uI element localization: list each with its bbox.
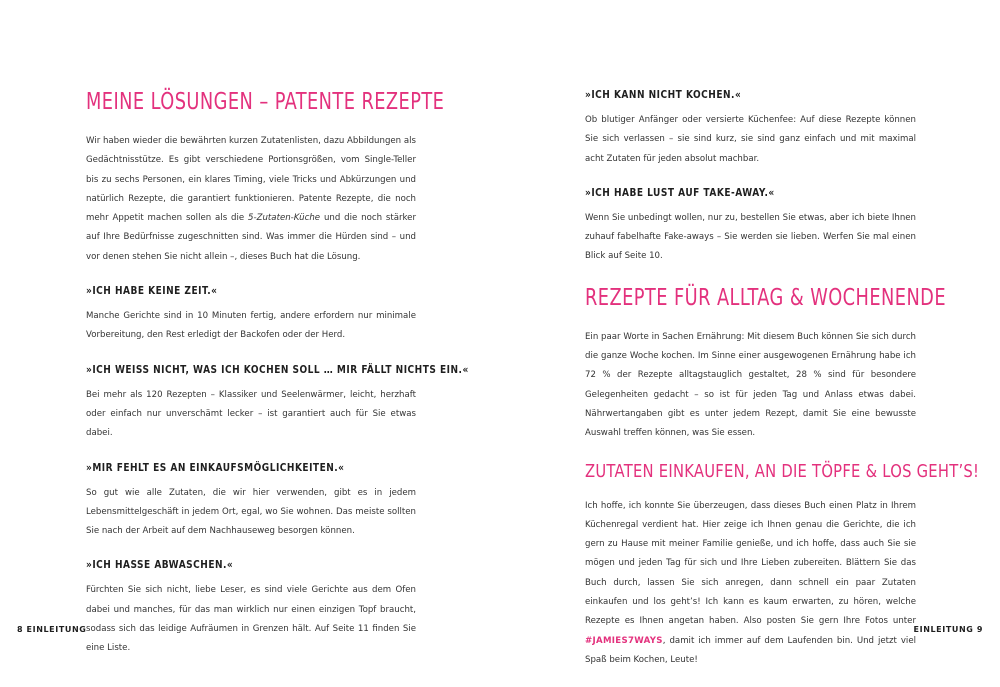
page-heading: MEINE LÖSUNGEN – PATENTE REZEPTE	[86, 89, 445, 115]
intro-italic-title: 5-Zutaten-Küche	[248, 213, 321, 224]
section-title: »ICH HABE KEINE ZEIT.«	[86, 284, 218, 298]
intro-paragraph	[86, 132, 416, 267]
left-page	[0, 0, 500, 654]
left-column	[86, 88, 469, 676]
closing-text-1: Ich hoffe, ich konnte Sie überzeugen, dass dieses Buch einen Platz in Ihrem Küchenregal verdient hat. Hier zeige ich Ihnen genau die Gerichte, die ich gern zu Hause mit meiner Familie genieße, und ich hoffe, dass auch Sie sie mögen und jeden Tag für sich und Ihre Lieben zubereiten. Blättern Sie das Buch durch, lassen Sie sich anregen, dann schnell ein paar Zutaten einkaufen und los geht’s! Ich kann es kaum erwarten, zu hören, welche Rezepte es Ihnen angetan haben. Also posten Sie gern Ihre Fotos unter	[585, 500, 916, 627]
intro-text-1: Wir haben wieder die bewährten kurzen Zutatenlisten, dazu Abbildungen als Gedächtnisstütze. Es gibt verschiedene Portionsgrößen, vom Single-Teller bis zu sechs Personen, ein klares Timing, viele Tricks und Abkürzungen und natürlich Rezepte, die garantiert funktionieren. Patente Rezepte, die noch mehr Appetit machen sollen als die	[86, 136, 416, 224]
section-title: »ICH HASSE ABWASCHEN.«	[86, 558, 234, 572]
closing-text-2: , damit ich immer auf dem Laufenden bin. Und jetzt viel Spaß beim Kochen, Leute!	[585, 635, 916, 665]
section-text: Wenn Sie unbedingt wollen, nur zu, bestellen Sie etwas, aber ich biete Ihnen zuhauf fabelhafte Fake-aways – Sie werden sie lieben. Werfen Sie mal einen Blick auf Seite 10.	[585, 212, 916, 262]
section-text: Bei mehr als 120 Rezepten – Klassiker und Seelenwärmer, leicht, herzhaft oder einfach nur unverschämt lecker – ist garantiert auch für Sie etwas dabei.	[86, 389, 416, 439]
page-footer-right: EINLEITUNG 9	[913, 625, 983, 634]
hashtag: #JAMIES7WAYS	[585, 635, 663, 646]
intro-text-2: und die noch stärker auf Ihre Bedürfnisse zugeschnitten sind. Was immer die Hürden sind – und vor denen stehen Sie nicht allein –, dieses Buch hat die Lösung.	[86, 213, 417, 262]
section-title: »ICH KANN NICHT KOCHEN.«	[585, 88, 742, 101]
section-title: »MIR FEHLT ES AN EINKAUFSMÖGLICHKEITEN.«	[86, 460, 345, 474]
section-text: Ein paar Worte in Sachen Ernährung: Mit diesem Buch können Sie sich durch die ganze Woche kochen. Im Sinne einer ausgewogenen Ernährung habe ich 72 % der Rezepte alltagstauglich gestaltet, 28 % sind für besondere Gelegenheiten gedacht – so ist für jeden Tag und Anlass etwas dabei. Nährwertangaben gibt es unter jedem Rezept, damit Sie eine bewusste Auswahl treffen können, was Sie essen.	[585, 331, 916, 439]
section-text: Fürchten Sie sich nicht, liebe Leser, es sind viele Gerichte aus dem Ofen dabei und manches, für das man wirklich nur einen einzigen Topf braucht, sodass sich das leidige Aufräumen in Grenzen hält. Auf Seite 11 finden Sie eine Liste.	[86, 585, 416, 654]
section-title: »ICH HABE LUST AUF TAKE-AWAY.«	[585, 185, 775, 199]
section-heading: REZEPTE FÜR ALLTAG & WOCHENENDE	[585, 284, 946, 311]
section-heading: ZUTATEN EINKAUFEN, AN DIE TÖPFE & LOS GEHT’S!	[585, 460, 980, 482]
section-text: So gut wie alle Zutaten, die wir hier verwenden, gibt es in jedem Lebensmittelgeschäft in jedem Ort, egal, wo Sie wohnen. Das meiste sollten Sie nach der Arbeit auf dem Nachhauseweg besorgen können.	[86, 487, 416, 537]
section-text: Ob blutiger Anfänger oder versierte Küchenfee: Auf diese Rezepte können Sie sich verlassen – sie sind kurz, sie sind ganz einfach und mit maximal acht Zutaten für jeden absolut machbar.	[585, 115, 916, 164]
section-text: Manche Gerichte sind in 10 Minuten fertig, andere erfordern nur minimale Vorbereitung, den Rest erledigt der Backofen oder der Herd.	[86, 311, 416, 341]
closing-paragraph	[585, 497, 916, 671]
page-footer-left: 8 EINLEITUNG	[17, 625, 87, 634]
right-page	[500, 0, 1000, 665]
section-title: »ICH WEISS NICHT, WAS ICH KOCHEN SOLL … MIR FÄLLT NICHTS EIN.«	[86, 362, 469, 376]
